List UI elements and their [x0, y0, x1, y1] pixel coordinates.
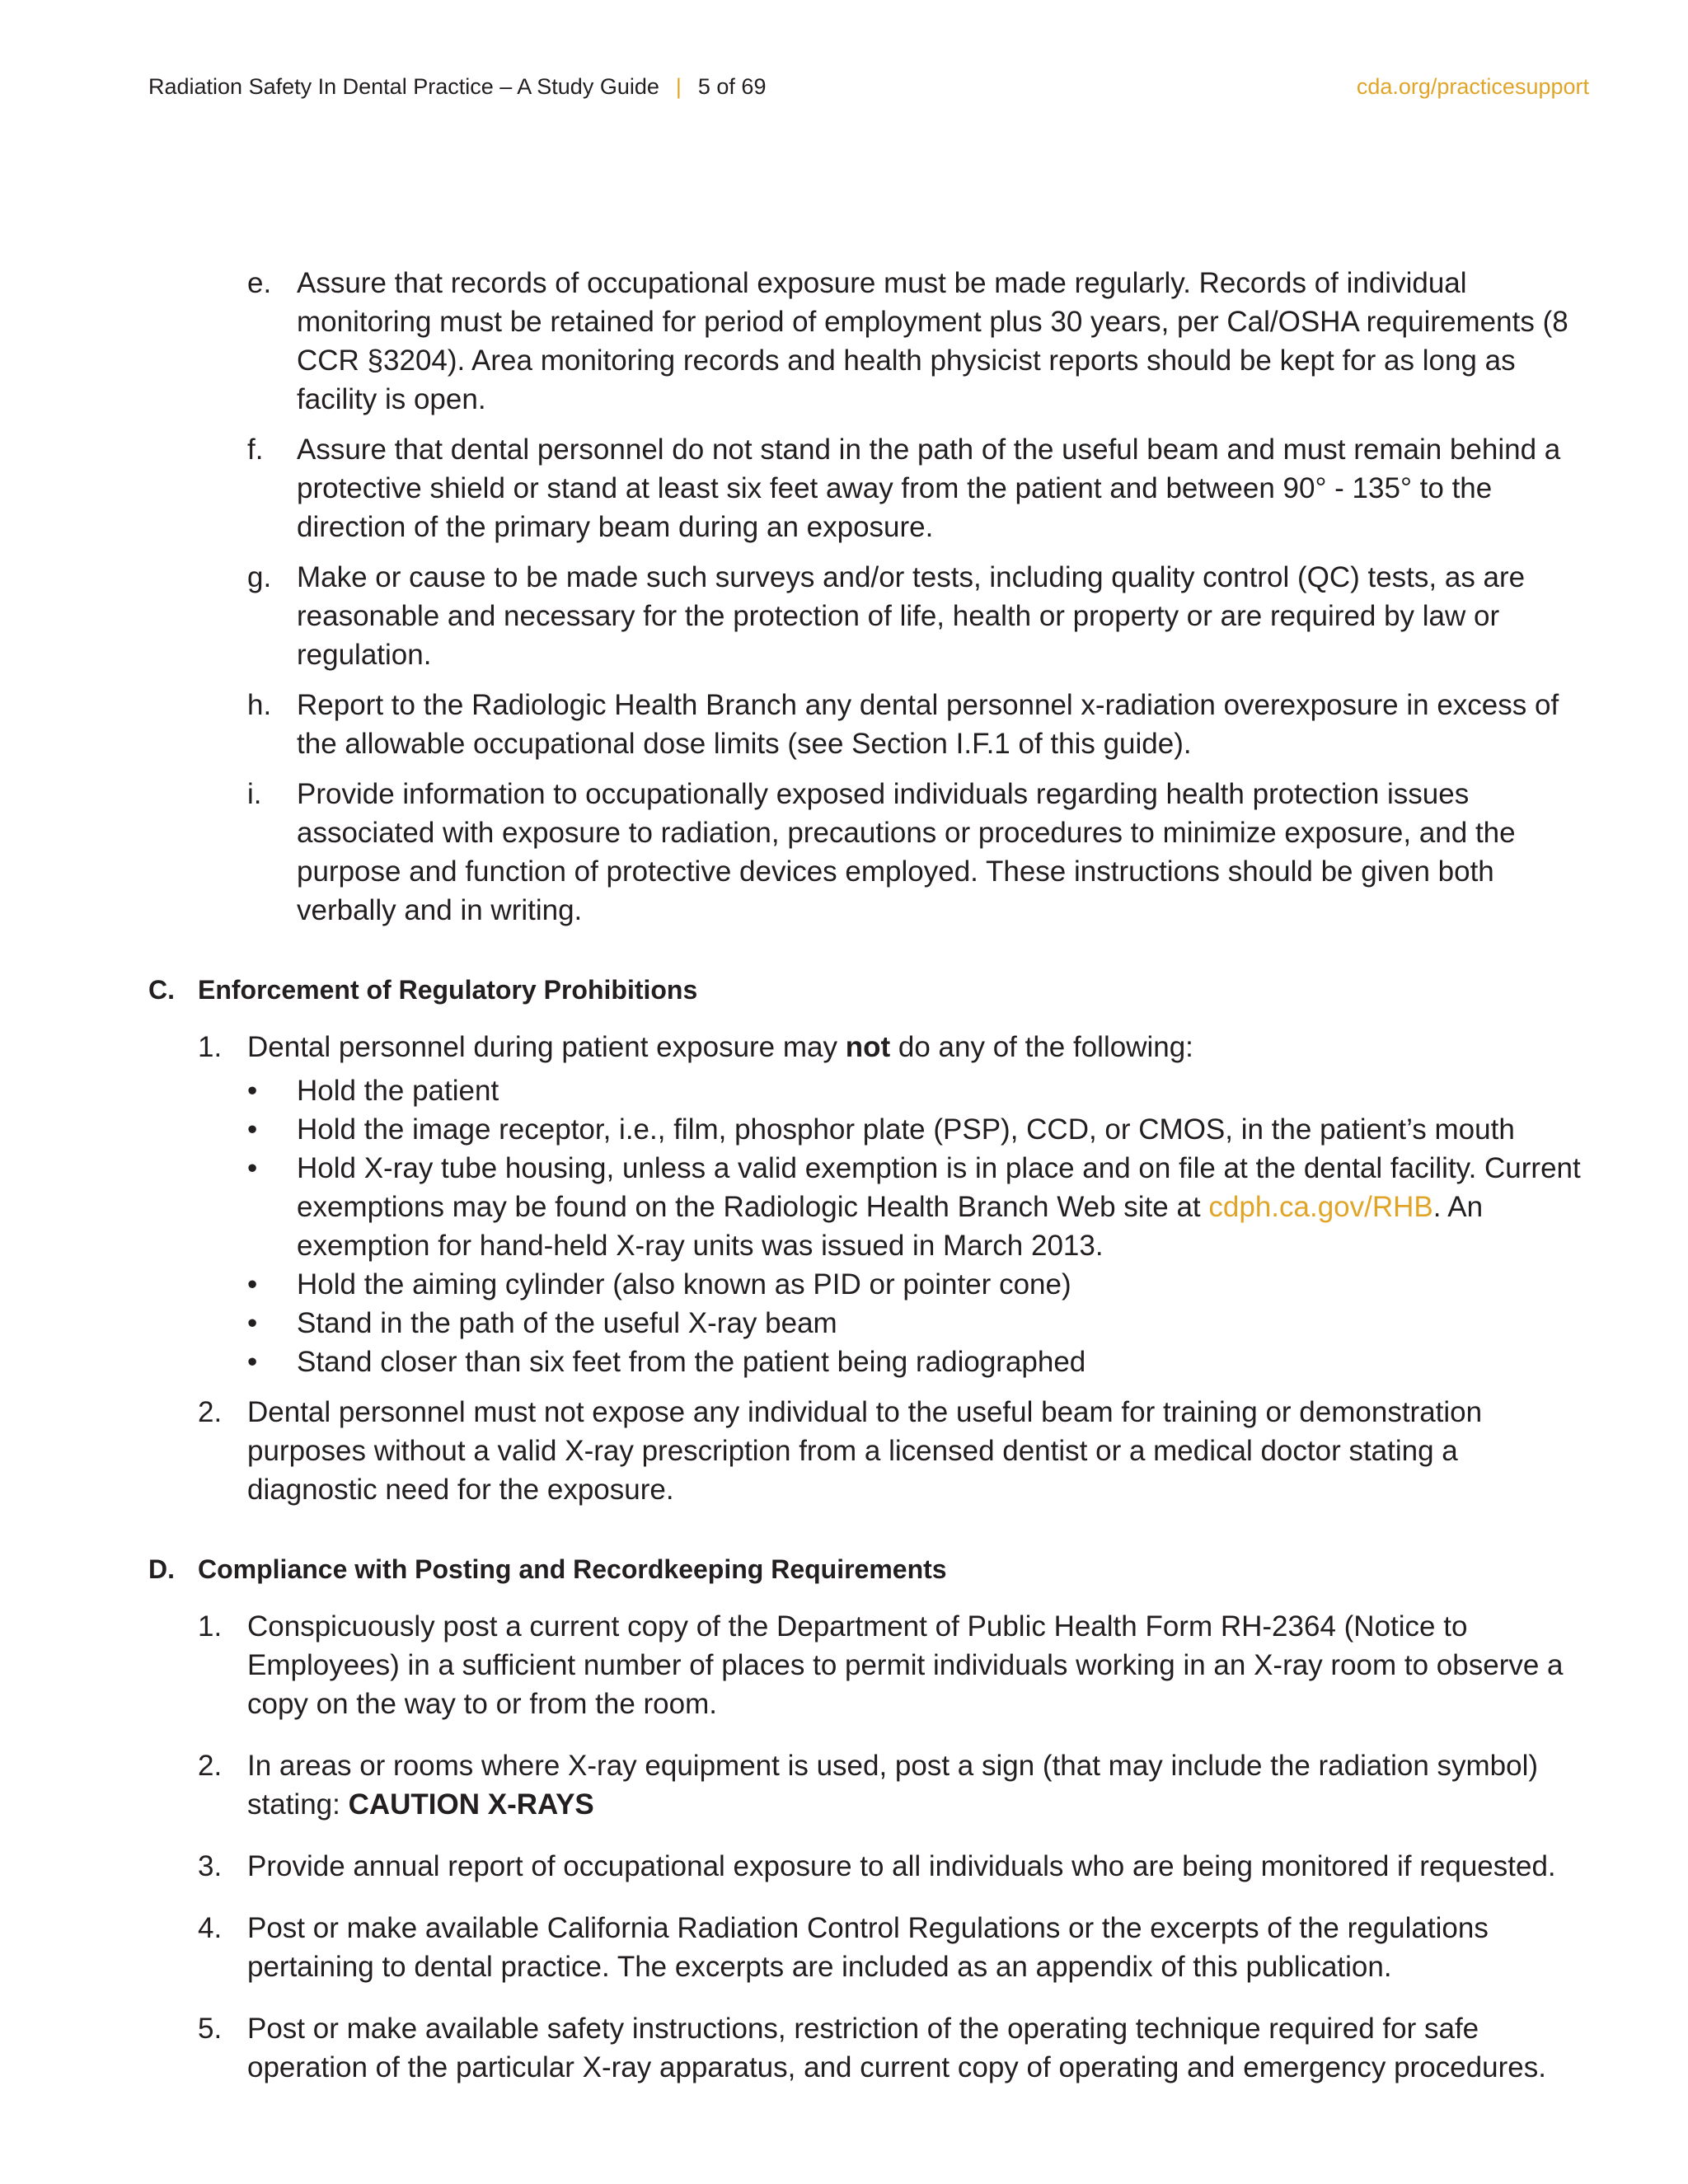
- list-item-text: Dental personnel must not expose any individual to the useful beam for training or demonstration purposes without a valid X-ray prescription from a licensed dentist or a medical doctor stating a diagnostic need for the exposure.: [247, 1396, 1483, 1506]
- document-body: [148, 264, 1582, 2098]
- list-item-h: [148, 686, 1582, 763]
- list-item-d5: [148, 2009, 1582, 2087]
- bullet-text: Stand closer than six feet from the patient being radiographed: [297, 1346, 1086, 1378]
- bullet-text: Hold the aiming cylinder (also known as PID or pointer cone): [297, 1268, 1071, 1301]
- list-item-d3: [148, 1847, 1582, 1886]
- list-item-text: Assure that records of occupational exposure must be made regularly. Records of individual monitoring must be retained for period of employment plus 30 years, per Cal/OSHA requirements (8 CCR §3204). Area monitoring records and health physicist reports should be kept for as long as facility is open.: [297, 267, 1568, 415]
- list-item-text: Provide information to occupationally exposed individuals regarding health protection issues associated with exposure to radiation, precautions or procedures to minimize exposure, and the purpose and function of protective devices employed. These instructions should be given both verbally and in writing.: [297, 778, 1516, 926]
- site-link[interactable]: cda.org/practicesupport: [1356, 74, 1589, 99]
- list-marker: g.: [247, 561, 272, 593]
- bullet-item: [247, 1304, 1582, 1343]
- bullet-dot: •: [247, 1113, 258, 1146]
- list-item-text: Assure that dental personnel do not stand in the path of the useful beam and must remain behind a protective shield or stand at least six feet away from the patient and between 90° - 135° to the direction of the primary beam during an exposure.: [297, 434, 1561, 543]
- bullet-item: [247, 1071, 1582, 1110]
- emphasis-not: not: [845, 1031, 891, 1063]
- list-marker: 4.: [198, 1912, 223, 1944]
- list-item-e: [148, 264, 1582, 419]
- document-title: Radiation Safety In Dental Practice – A Study Guide: [148, 74, 659, 99]
- bullet-dot: •: [247, 1268, 258, 1301]
- list-item-f: [148, 430, 1582, 546]
- bullet-item: [247, 1110, 1582, 1149]
- bullet-item: [247, 1265, 1582, 1304]
- list-marker: 1.: [198, 1031, 223, 1063]
- list-marker: 2.: [198, 1750, 223, 1782]
- bullet-item: [247, 1149, 1582, 1265]
- list-item-c2: [148, 1393, 1582, 1509]
- bullet-dot: •: [247, 1075, 258, 1107]
- list-item-text: [247, 1746, 1582, 1824]
- text-segment: In areas or rooms where X-ray equipment is used, post a sign (that may include the radiation symbol) stating:: [247, 1750, 1539, 1821]
- bullet-item: [247, 1343, 1582, 1381]
- bullet-list: [148, 1071, 1582, 1381]
- text-segment: Hold X-ray tube housing, unless a valid exemption is in place and on file at the dental facility. Current exemptions may be found on the Radiologic Health Branch Web site at: [297, 1152, 1581, 1223]
- bullet-text: Hold the image receptor, i.e., film, phosphor plate (PSP), CCD, or CMOS, in the patient’s mouth: [297, 1113, 1515, 1146]
- caution-xrays-text: CAUTION X-RAYS: [348, 1788, 594, 1821]
- header-left: [148, 74, 766, 100]
- list-item-d1: [148, 1607, 1582, 1723]
- lettered-list: [148, 264, 1582, 930]
- list-marker: i.: [247, 778, 262, 810]
- header-separator: |: [675, 74, 682, 99]
- numbered-list-c: [148, 1028, 1582, 1509]
- list-marker: 3.: [198, 1850, 223, 1882]
- list-item-d4: [148, 1909, 1582, 1986]
- section-title: Compliance with Posting and Recordkeeping Requirements: [198, 1554, 947, 1584]
- list-marker: f.: [247, 434, 264, 466]
- section-marker: D.: [148, 1554, 175, 1584]
- list-item-text: Post or make available California Radiation Control Regulations or the excerpts of the regulations pertaining to dental practice. The excerpts are included as an appendix of this publication.: [247, 1912, 1489, 1983]
- list-item-g: [148, 558, 1582, 674]
- bullet-text: Stand in the path of the useful X-ray beam: [297, 1307, 837, 1339]
- rhb-website-link[interactable]: cdph.ca.gov/RHB: [1208, 1191, 1433, 1223]
- list-item-text: [247, 1028, 1582, 1066]
- list-item-i: [148, 775, 1582, 930]
- text-segment: . An exemption for hand-held X-ray units was issued in March 2013.: [297, 1191, 1484, 1262]
- page-header: [148, 74, 1589, 100]
- bullet-dot: •: [247, 1307, 258, 1339]
- list-item-text: Provide annual report of occupational exposure to all individuals who are being monitored if requested.: [247, 1850, 1556, 1882]
- bullet-text: Hold the patient: [297, 1075, 499, 1107]
- section-heading-d: [148, 1550, 1582, 1589]
- section-marker: C.: [148, 975, 175, 1005]
- list-item-text: Make or cause to be made such surveys and/or tests, including quality control (QC) tests, as are reasonable and necessary for the protection of life, health or property or are required by law or regulation.: [297, 561, 1526, 671]
- list-marker: 1.: [198, 1610, 223, 1643]
- list-item-text: Report to the Radiologic Health Branch any dental personnel x-radiation overexposure in excess of the allowable occupational dose limits (see Section I.F.1 of this guide).: [297, 689, 1559, 760]
- list-item-text: Conspicuously post a current copy of the Department of Public Health Form RH-2364 (Notice to Employees) in a sufficient number of places to permit individuals working in an X-ray room to observe a copy on the way to or from the room.: [247, 1610, 1564, 1720]
- list-marker: h.: [247, 689, 272, 721]
- bullet-dot: •: [247, 1346, 258, 1378]
- text-segment: do any of the following:: [890, 1031, 1193, 1063]
- page-number: 5 of 69: [697, 74, 767, 99]
- list-marker: 2.: [198, 1396, 223, 1428]
- section-heading-c: [148, 971, 1582, 1010]
- section-title: Enforcement of Regulatory Prohibitions: [198, 975, 698, 1005]
- list-marker: e.: [247, 267, 272, 299]
- list-item-d2: [148, 1746, 1582, 1824]
- numbered-list-d: [148, 1607, 1582, 2087]
- list-item-text: Post or make available safety instructions, restriction of the operating technique required for safe operation of the particular X-ray apparatus, and current copy of operating and emergency procedures.: [247, 2013, 1546, 2083]
- list-marker: 5.: [198, 2013, 223, 2045]
- bullet-text: [297, 1149, 1582, 1265]
- bullet-dot: •: [247, 1152, 258, 1184]
- list-item-c1: [148, 1028, 1582, 1066]
- text-segment: Dental personnel during patient exposure may: [247, 1031, 846, 1063]
